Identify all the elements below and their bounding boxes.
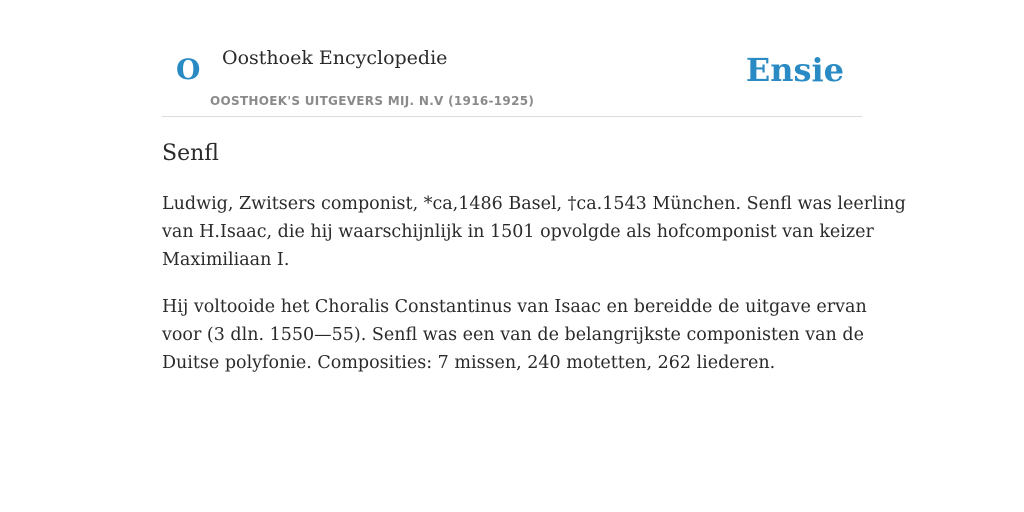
paragraph-line: Hij voltooide het Choralis Constantinus van Isaac en bereidde de uitgave ervan	[162, 297, 867, 317]
ensie-brand-link[interactable]: Ensie	[745, 51, 844, 89]
article	[162, 138, 906, 396]
paragraph-line: Duitse polyfonie. Composities: 7 missen, 240 motetten, 262 liederen.	[162, 353, 776, 373]
article-paragraph	[162, 190, 906, 274]
site-header	[162, 40, 862, 117]
site-logo[interactable]: O	[176, 53, 201, 86]
paragraph-line: Maximiliaan I.	[162, 250, 290, 270]
article-title: Senfl	[162, 141, 219, 166]
paragraph-line: voor (3 dln. 1550—55). Senfl was een van de belangrijkste componisten van de	[162, 325, 864, 345]
article-paragraph	[162, 293, 867, 377]
paragraph-line: van H.Isaac, die hij waarschijnlijk in 1501 opvolgde als hofcomponist van keizer	[162, 222, 874, 242]
publisher-subtitle: OOSTHOEK'S UITGEVERS MIJ. N.V (1916-1925)	[210, 94, 535, 108]
paragraph-line: Ludwig, Zwitsers componist, *ca,1486 Basel, †ca.1543 München. Senfl was leerling	[162, 194, 906, 214]
site-title-link[interactable]: Oosthoek Encyclopedie	[222, 47, 448, 69]
